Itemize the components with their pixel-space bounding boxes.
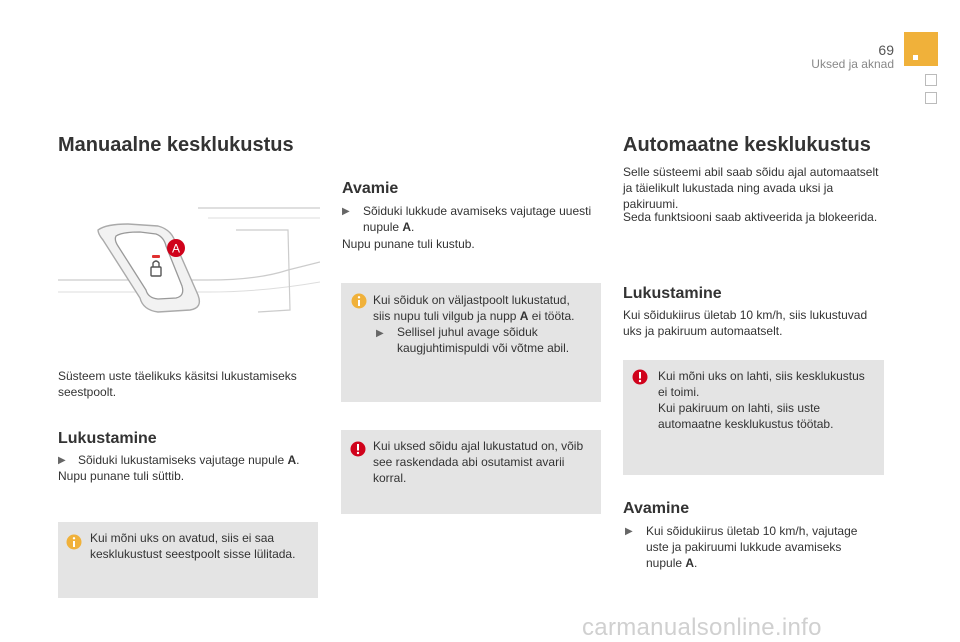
warning-text-middle: Kui uksed sõidu ajal lukustatud on, võib see raskendada abi osutamist avarii korral. — [373, 439, 584, 485]
open-heading-right: Avamine — [623, 500, 690, 517]
info-icon — [351, 293, 367, 309]
warning-icon — [632, 369, 648, 385]
manual-intro: Süsteem uste täelikuks käsitsi lukustamiseks seestpoolt. — [58, 369, 297, 399]
info-box-left — [58, 522, 318, 598]
bullet-icon: ▶ — [376, 328, 384, 339]
manual-locking-title: Manuaalne kesklukustus — [58, 134, 294, 156]
page-number: 69 — [878, 42, 894, 58]
chapter-tab — [904, 32, 938, 66]
bullet-icon: ▶ — [625, 526, 633, 537]
warning-text-right-1: Kui mõni uks on lahti, siis kesklukustus ei toimi. — [658, 369, 865, 399]
lock-heading-right: Lukustamine — [623, 285, 722, 302]
lock-note-left: Nupu punane tuli süttib. — [58, 469, 185, 483]
info-bullet-middle: Sellisel juhul avage sõiduk kaugjuhtimispuldi või võtme abil. — [397, 325, 570, 355]
warning-box-right — [623, 360, 884, 475]
chapter-tab-marker — [925, 74, 937, 86]
button-a-label: A — [171, 241, 181, 256]
auto-intro-1: Selle süsteemi abil saab sõidu ajal automaatselt ja täielikult lukustada ning avada uksi ja pakiruumi. — [623, 165, 879, 211]
auto-locking-title: Automaatne kesklukustus — [623, 134, 871, 156]
auto-intro-2: Seda funktsiooni saab aktiveerida ja blokeerida. — [623, 210, 878, 224]
info-box-middle — [341, 283, 601, 402]
lock-bullet-left: Sõiduki lukustamiseks vajutage nupule A. — [78, 453, 300, 467]
open-heading-middle: Avamie — [342, 180, 399, 197]
chapter-title: Uksed ja aknad — [811, 57, 894, 71]
open-bullet-right: Kui sõidukiirus ületab 10 km/h, vajutage uste ja pakiruumi lukkude avamiseks nupule A. — [646, 524, 858, 570]
info-icon — [66, 534, 82, 550]
info-text-left: Kui mõni uks on avatud, siis ei saa kesklukustust seestpoolt sisse lülitada. — [90, 531, 296, 561]
watermark: carmanualsonline.info — [582, 614, 822, 641]
open-bullet-middle: Sõiduki lukkude avamiseks vajutage uuesti nupule A. — [363, 204, 592, 234]
open-note-middle: Nupu punane tuli kustub. — [342, 237, 475, 251]
warning-box-middle — [341, 430, 601, 514]
lock-text-right: Kui sõidukiirus ületab 10 km/h, siis lukustuvad uks ja pakiruum automaatselt. — [623, 308, 868, 338]
bullet-icon: ▶ — [342, 206, 350, 217]
chapter-tab-marker — [925, 92, 937, 104]
door-lock-illustration — [58, 200, 320, 350]
info-text-middle: Kui sõiduk on väljastpoolt lukustatud, siis nupu tuli vilgub ja nupp A ei tööta. — [373, 293, 575, 323]
bullet-icon: ▶ — [58, 455, 66, 466]
warning-text-right-2: Kui pakiruum on lahti, siis uste automaatne kesklukustus töötab. — [658, 401, 834, 431]
lock-heading-left: Lukustamine — [58, 430, 157, 447]
warning-icon — [350, 441, 366, 457]
